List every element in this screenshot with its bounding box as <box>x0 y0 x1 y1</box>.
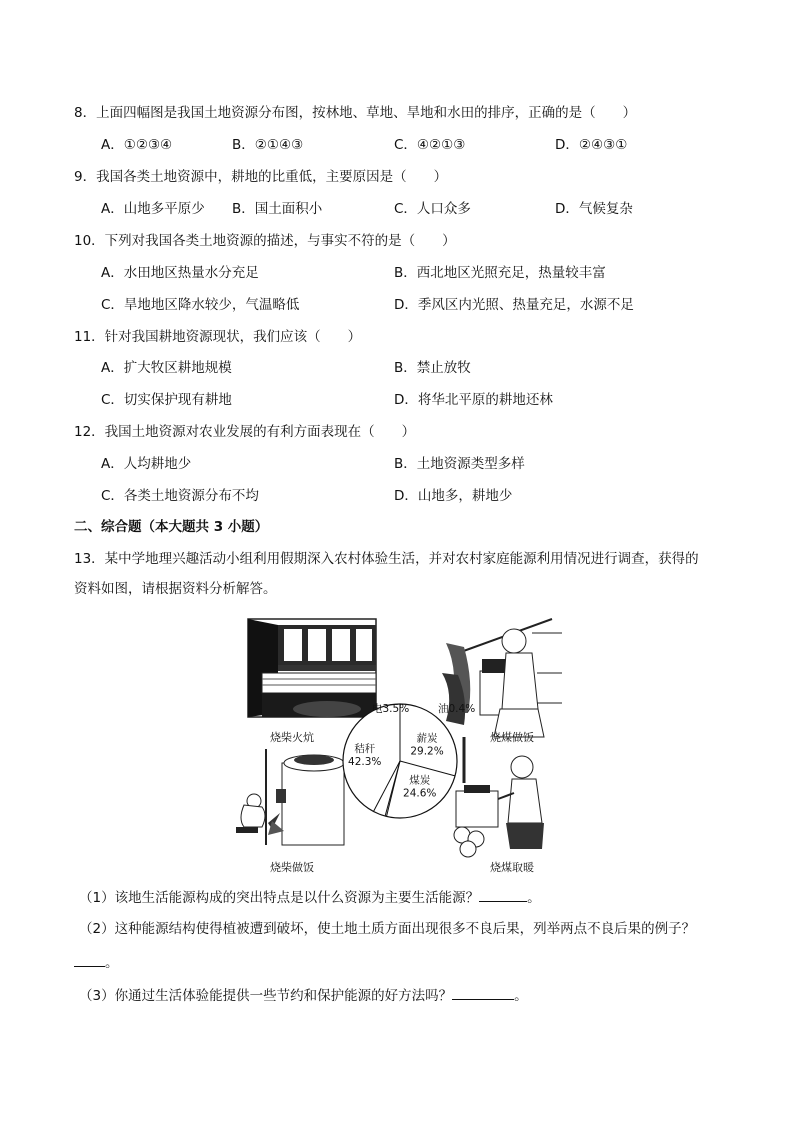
q11-option-a[interactable]: A．扩大牧区耕地规模 <box>101 360 232 376</box>
q8-option-d[interactable]: D．②④③① <box>555 137 628 153</box>
caption-bottom-right: 烧煤取暖 <box>490 861 534 874</box>
q12-option-a[interactable]: A．人均耕地少 <box>101 456 192 472</box>
q12-option-b[interactable]: B．土地资源类型多样 <box>394 456 525 472</box>
q9-stem: 9．我国各类土地资源中，耕地的比重低，主要原因是（ ） <box>74 169 448 185</box>
q10-option-a[interactable]: A．水田地区热量水分充足 <box>101 265 259 281</box>
q13-sub2-answer-line <box>74 952 119 972</box>
q9-option-a[interactable]: A．山地多平原少 <box>101 201 205 217</box>
q13-sub3 <box>79 985 528 1005</box>
q13-sub1-period: 。 <box>527 890 541 906</box>
q13-sub1-text: （1）该地生活能源构成的突出特点是以什么资源为主要生活能源？ <box>79 890 480 906</box>
q13-sub2: （2）这种能源结构使得植被遭到破坏，使土地土质方面出现很多不良后果，列举两点不良后果的例子？ <box>79 921 696 937</box>
q13-sub2-period: 。 <box>105 955 119 971</box>
q13-stem-line2: 资料如图，请根据资料分析解答。 <box>74 581 277 597</box>
q13-sub3-text: （3）你通过生活体验能提供一些节约和保护能源的好方法吗？ <box>79 988 453 1004</box>
pie-value-0: 42.3% <box>348 756 382 769</box>
pie-label-2: 煤炭 <box>409 774 431 787</box>
q12-option-d[interactable]: D．山地多，耕地少 <box>394 488 513 504</box>
pie-value-1: 29.2% <box>410 745 444 758</box>
q11-option-b[interactable]: B．禁止放牧 <box>394 360 471 376</box>
pie-label-0: 秸秆 <box>354 743 376 756</box>
q12-stem: 12．我国土地资源对农业发展的有利方面表现在（ ） <box>74 424 416 440</box>
pie-label-3: 油0.4% <box>438 703 476 715</box>
caption-top-right: 烧煤做饭 <box>490 731 534 744</box>
q9-option-c[interactable]: C．人口众多 <box>394 201 471 217</box>
q13-sub3-blank[interactable] <box>452 985 514 1000</box>
q13-sub1 <box>79 887 541 907</box>
kang-illustration <box>248 619 376 717</box>
q8-option-a[interactable]: A．①②③④ <box>101 137 173 153</box>
pie-value-2: 24.6% <box>403 787 437 800</box>
q10-option-d[interactable]: D．季风区内光照、热量充足，水源不足 <box>394 297 634 313</box>
q10-stem: 10．下列对我国各类土地资源的描述，与事实不符的是（ ） <box>74 233 456 249</box>
q11-option-d[interactable]: D．将华北平原的耕地还林 <box>394 392 553 408</box>
energy-survey-figure <box>232 613 568 881</box>
section-title: 二、综合题（本大题共 3 小题） <box>74 519 269 535</box>
q12-option-c[interactable]: C．各类土地资源分布不均 <box>101 488 259 504</box>
q10-option-b[interactable]: B．西北地区光照充足，热量较丰富 <box>394 265 606 281</box>
q13-sub3-period: 。 <box>514 988 528 1004</box>
q13-sub1-blank[interactable] <box>479 887 527 902</box>
q11-stem: 11．针对我国耕地资源现状，我们应该（ ） <box>74 329 362 345</box>
firewood-cooking-illustration <box>236 749 344 845</box>
coal-heating-illustration <box>454 737 544 857</box>
coal-cooking-illustration <box>442 619 562 737</box>
q13-stem-line1: 13．某中学地理兴趣活动小组利用假期深入农村体验生活，并对农村家庭能源利用情况进行调查，获得的 <box>74 551 699 567</box>
q9-option-d[interactable]: D．气候复杂 <box>555 201 633 217</box>
pie-label-1: 薪炭 <box>416 732 438 745</box>
pie-label-4: 电3.5% <box>372 703 410 715</box>
q8-stem: 8．上面四幅图是我国土地资源分布图，按林地、草地、旱地和水田的排序，正确的是（ ） <box>74 105 637 121</box>
q13-sub2-blank[interactable] <box>74 952 105 967</box>
q8-option-b[interactable]: B．②①④③ <box>232 137 304 153</box>
q11-option-c[interactable]: C．切实保护现有耕地 <box>101 392 232 408</box>
q9-option-b[interactable]: B．国土面积小 <box>232 201 323 217</box>
caption-bottom-left: 烧柴做饭 <box>270 861 314 874</box>
figure-svg <box>232 613 568 881</box>
q8-option-c[interactable]: C．④②①③ <box>394 137 466 153</box>
caption-top-left: 烧柴火炕 <box>270 731 314 744</box>
q10-option-c[interactable]: C．旱地地区降水较少，气温略低 <box>101 297 300 313</box>
